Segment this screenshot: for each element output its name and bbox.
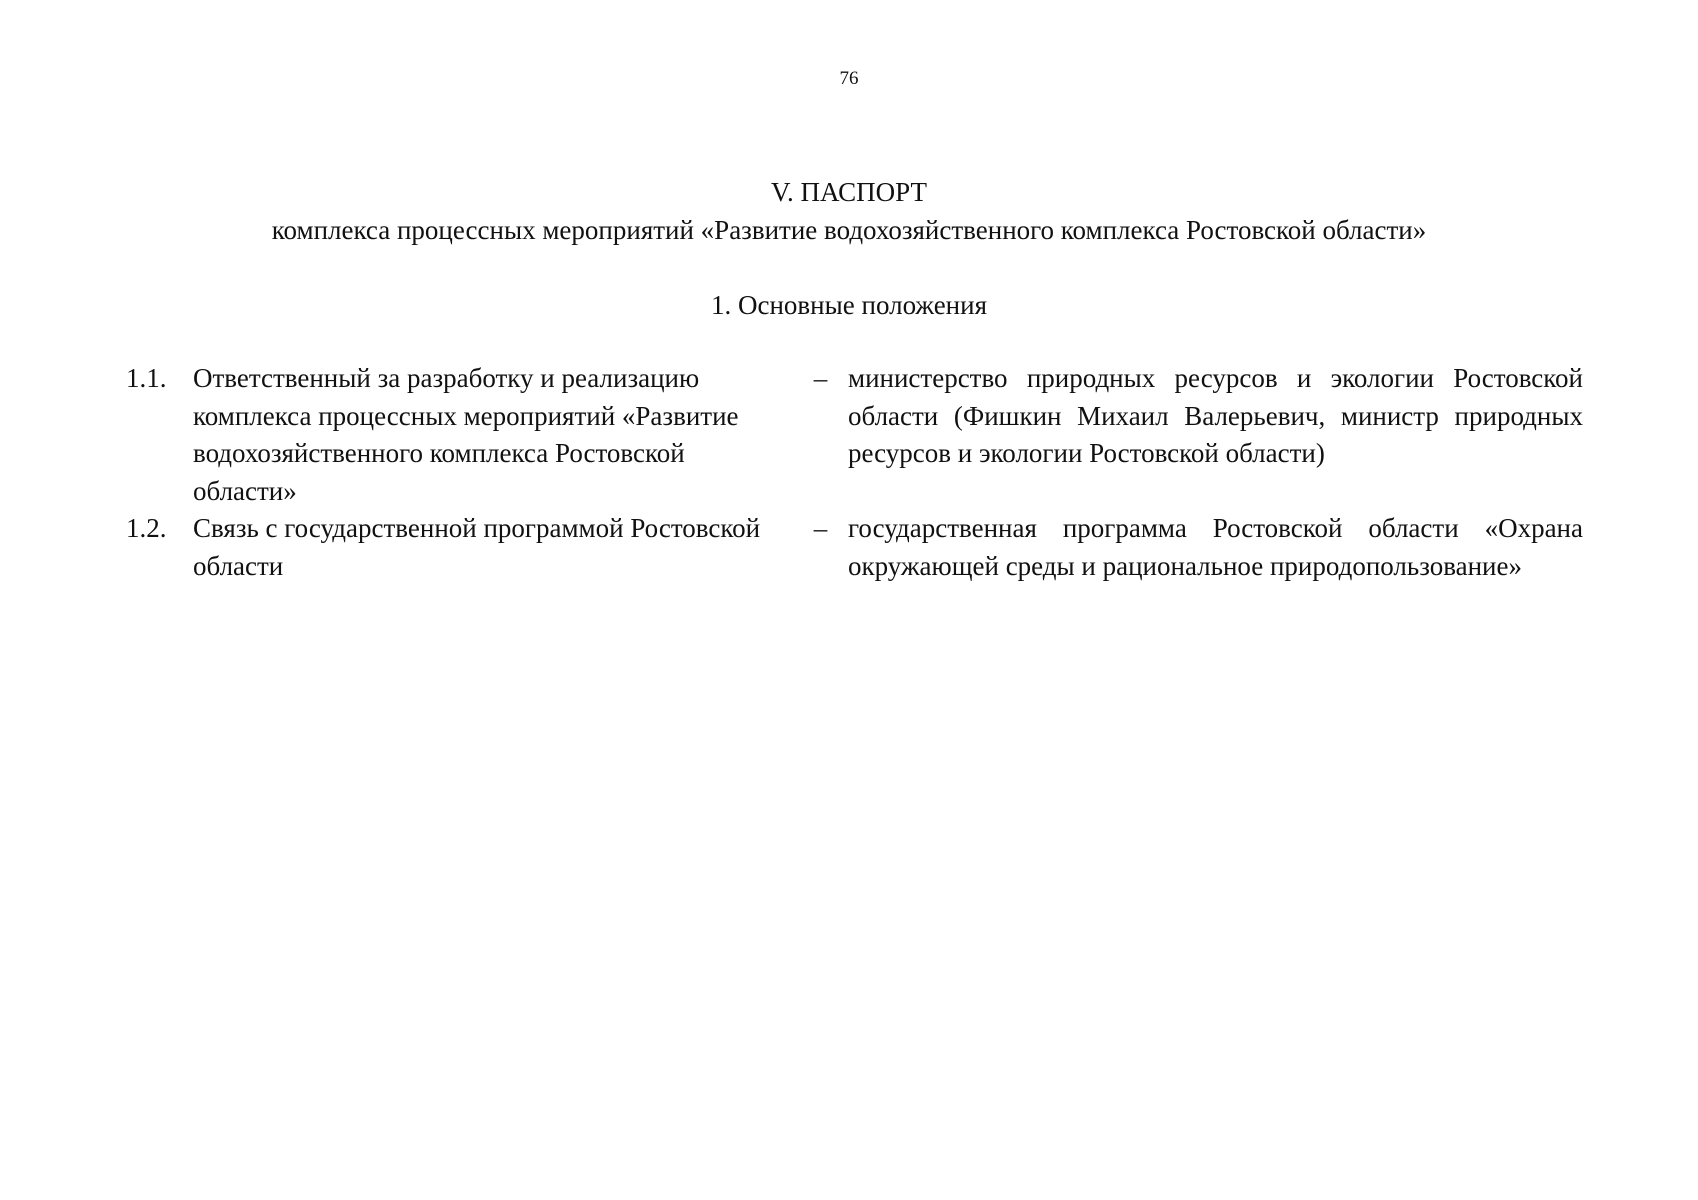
section-title: 1. Основные положения (711, 290, 987, 320)
provision-dash: – (813, 513, 828, 543)
provision-label: Ответственный за разработку и реализацию комплекса процессных мероприятий «Развитие водохозяйственного комплекса Ростовской области» (193, 363, 739, 506)
provision-number: 1.2. (126, 513, 167, 543)
provision-value: министерство природных ресурсов и экологии Ростовской области (Фишкин Михаил Валерьевич, министр природных ресурсов и экологии Ростовской области) (848, 363, 1583, 468)
provision-number: 1.1. (126, 363, 167, 393)
provision-dash: – (813, 363, 828, 393)
provision-item (126, 510, 1586, 585)
provision-item (126, 360, 1586, 510)
document-heading (0, 173, 1698, 249)
page-number: 76 (839, 68, 859, 89)
provisions-list (126, 360, 1586, 585)
document-subtitle: комплекса процессных мероприятий «Развитие водохозяйственного комплекса Ростовской области» (271, 215, 1427, 245)
document-title: V. ПАСПОРТ (770, 177, 927, 207)
provision-value: государственная программа Ростовской области «Охрана окружающей среды и рациональное природопользование» (848, 513, 1583, 581)
provision-label: Связь с государственной программой Ростовской области (193, 513, 761, 581)
